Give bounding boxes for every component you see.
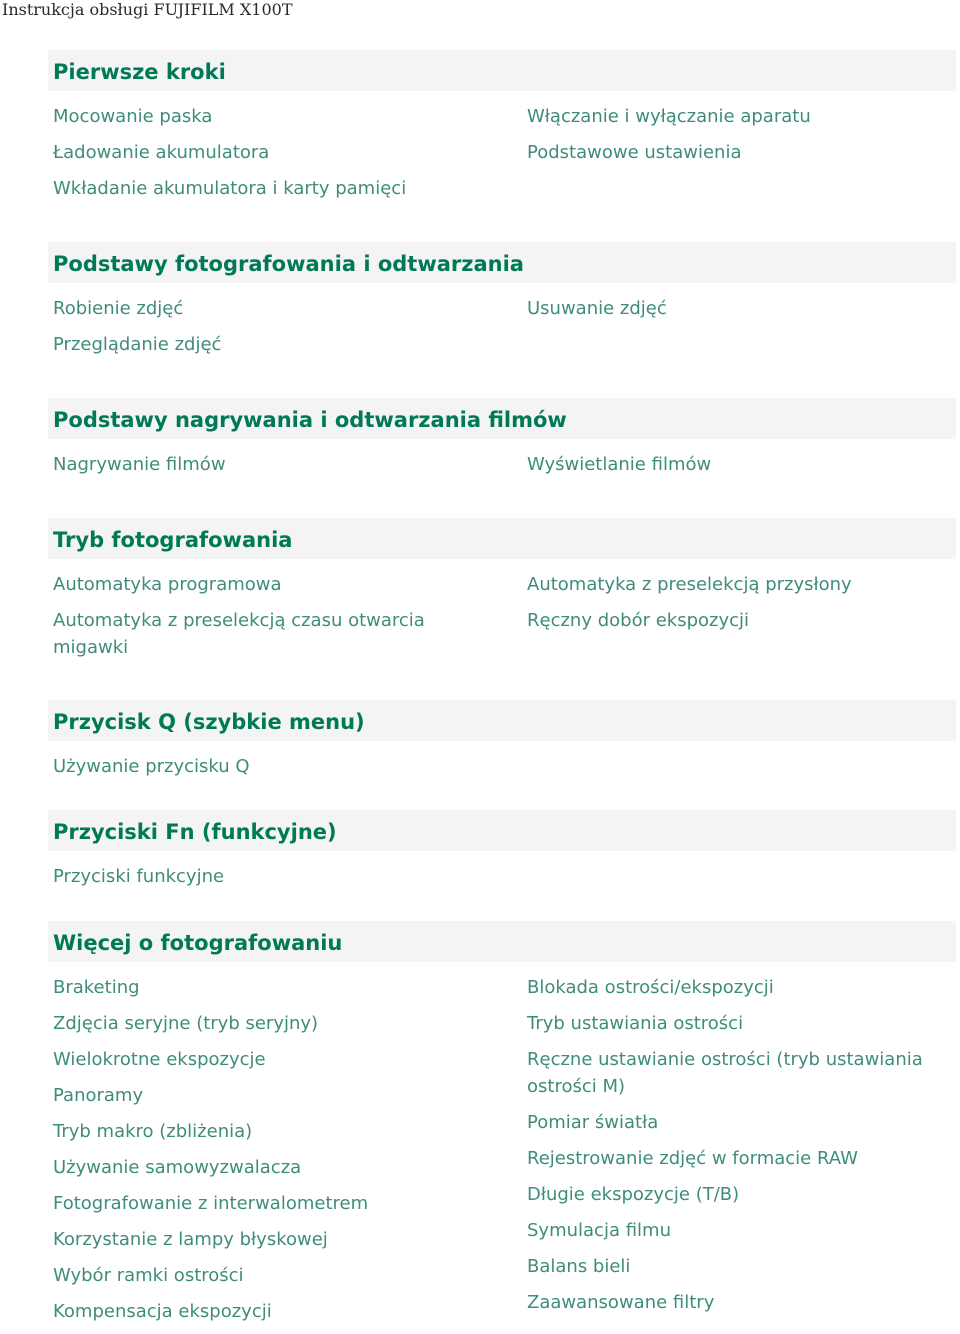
section-tryb-fotografowania — [48, 518, 956, 658]
link-item[interactable]: Wyświetlanie filmów — [527, 454, 712, 475]
link-item[interactable]: Przyciski funkcyjne — [53, 866, 225, 887]
section-title: Tryb fotografowania — [48, 518, 956, 559]
link-item[interactable]: Zdjęcia seryjne (tryb seryjny) — [53, 1013, 319, 1034]
section-wiecej-o-fotografowaniu — [48, 921, 956, 1322]
link-item[interactable]: Fotografowanie z interwalometrem — [53, 1193, 369, 1214]
link-item[interactable]: Ręczny dobór ekspozycji — [527, 610, 750, 631]
section-title: Podstawy nagrywania i odtwarzania filmów — [48, 398, 956, 439]
link-item[interactable]: Symulacja filmu — [527, 1220, 671, 1241]
link-item[interactable]: Tryb makro (zbliżenia) — [53, 1121, 253, 1142]
link-item[interactable]: Balans bieli — [527, 1256, 631, 1277]
link-item[interactable]: Długie ekspozycje (T/B) — [527, 1184, 740, 1205]
section-pierwsze-kroki — [48, 50, 956, 199]
section-title: Przyciski Fn (funkcyjne) — [48, 810, 956, 851]
document-title: Instrukcja obsługi FUJIFILM X100T — [2, 0, 293, 19]
section-podstawy-nagrywania — [48, 398, 956, 475]
link-item[interactable]: Automatyka z preselekcją przysłony — [527, 574, 852, 595]
link-item[interactable]: Automatyka programowa — [53, 574, 282, 595]
section-title: Podstawy fotografowania i odtwarzania — [48, 242, 956, 283]
section-title: Więcej o fotografowaniu — [48, 921, 956, 962]
section-podstawy-fotografowania — [48, 242, 956, 355]
link-item[interactable]: Pomiar światła — [527, 1112, 659, 1133]
link-item[interactable]: Używanie samowyzwalacza — [53, 1157, 302, 1178]
link-item[interactable]: Ładowanie akumulatora — [53, 142, 270, 163]
link-item[interactable]: Włączanie i wyłączanie aparatu — [527, 106, 811, 127]
link-item[interactable]: Wielokrotne ekspozycje — [53, 1049, 266, 1070]
link-item[interactable]: Mocowanie paska — [53, 106, 213, 127]
link-item[interactable]: Nagrywanie filmów — [53, 454, 226, 475]
link-item[interactable]: Usuwanie zdjęć — [527, 298, 667, 319]
link-item[interactable]: Korzystanie z lampy błyskowej — [53, 1229, 328, 1250]
link-item[interactable]: Braketing — [53, 977, 140, 998]
link-item[interactable]: Ręczne ustawianie ostrości (tryb ustawiania ostrości M) — [527, 1049, 923, 1097]
link-item[interactable]: Wybór ramki ostrości — [53, 1265, 244, 1286]
link-item[interactable]: Tryb ustawiania ostrości — [527, 1013, 744, 1034]
section-title: Pierwsze kroki — [48, 50, 956, 91]
section-przycisk-q — [48, 700, 956, 777]
link-item[interactable]: Przeglądanie zdjęć — [53, 334, 222, 355]
link-item[interactable]: Panoramy — [53, 1085, 144, 1106]
link-item[interactable]: Wkładanie akumulatora i karty pamięci — [53, 178, 407, 199]
section-title: Przycisk Q (szybkie menu) — [48, 700, 956, 741]
link-item[interactable]: Używanie przycisku Q — [53, 756, 250, 777]
link-item[interactable]: Blokada ostrości/ekspozycji — [527, 977, 774, 998]
link-item[interactable]: Rejestrowanie zdjęć w formacie RAW — [527, 1148, 858, 1169]
link-item[interactable]: Podstawowe ustawienia — [527, 142, 742, 163]
link-item[interactable]: Robienie zdjęć — [53, 298, 184, 319]
link-item[interactable]: Zaawansowane filtry — [527, 1292, 715, 1313]
link-item[interactable]: Automatyka z preselekcją czasu otwarcia migawki — [53, 610, 425, 658]
link-item[interactable]: Kompensacja ekspozycji — [53, 1301, 272, 1322]
section-przyciski-fn — [48, 810, 956, 887]
